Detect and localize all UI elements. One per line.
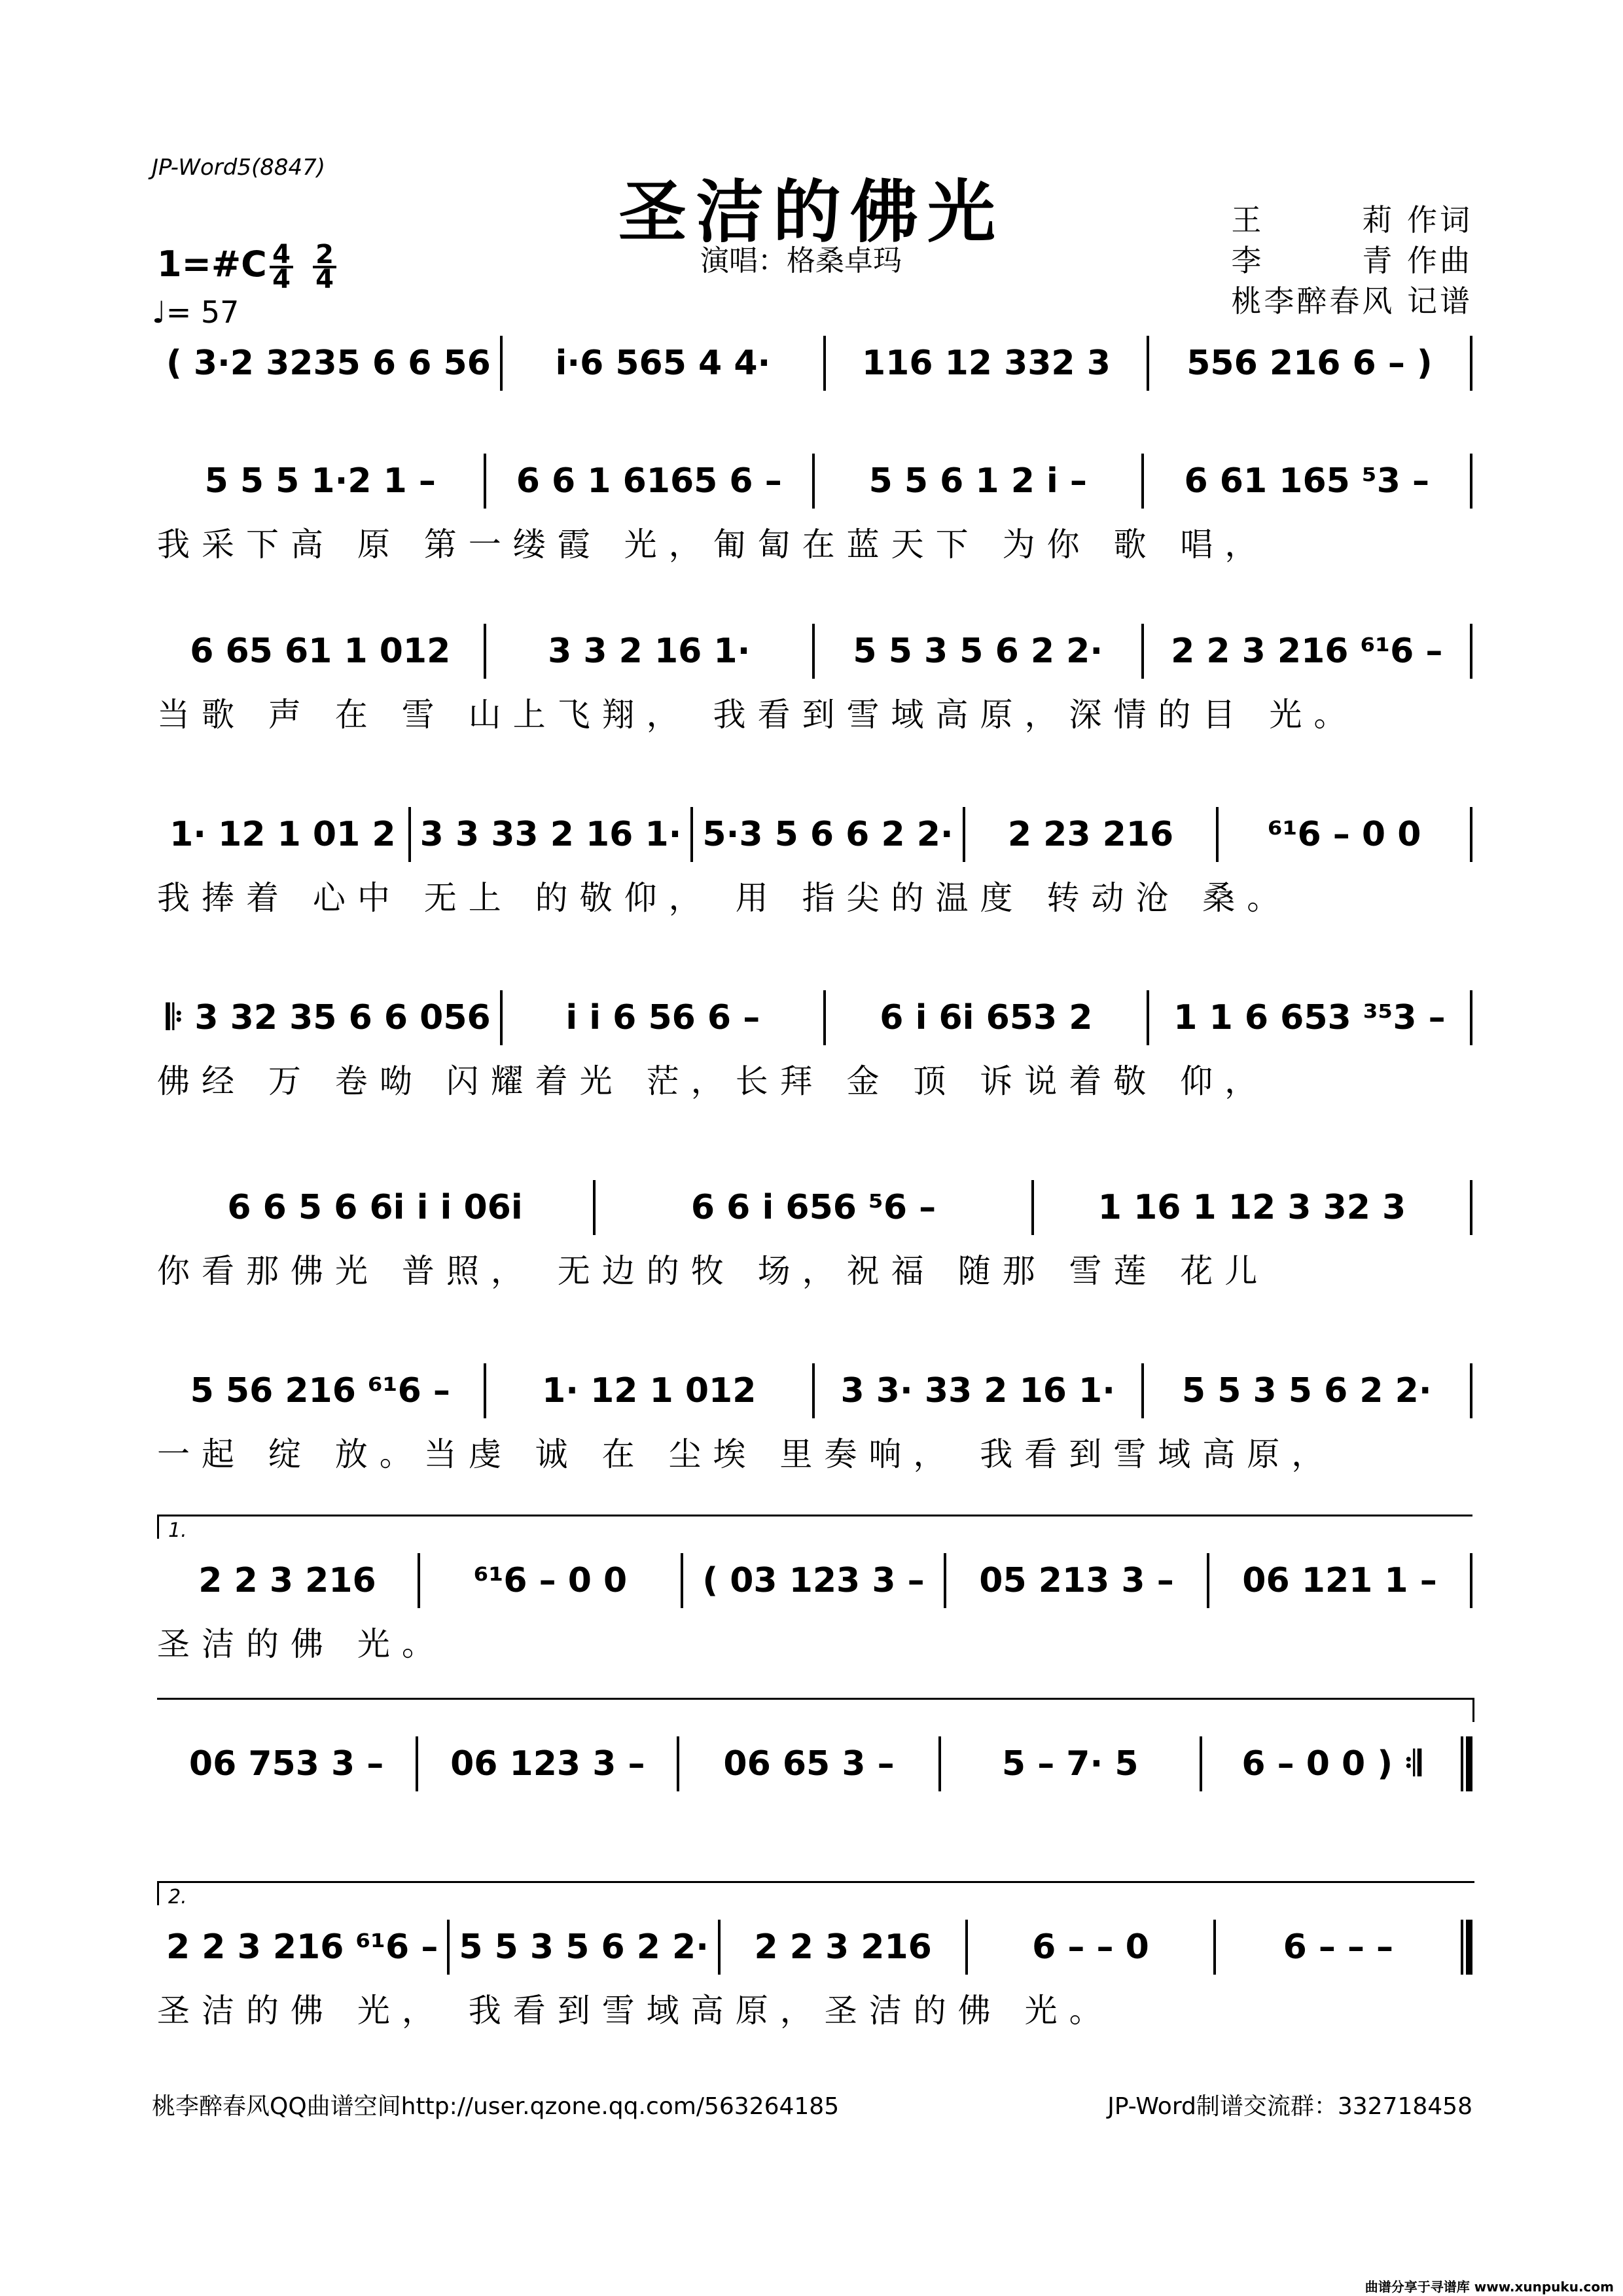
measure: 3 3 2 16 1· <box>548 632 751 671</box>
measure: 6 – – – <box>1283 1928 1394 1967</box>
notes-row <box>157 327 1472 399</box>
measure: 5 56 216 ⁶¹6 – <box>190 1371 450 1410</box>
measure: 2 2 3 216 <box>754 1928 932 1967</box>
notes-row <box>157 1355 1472 1427</box>
measure: 5 5 6 1 2 i – <box>868 461 1087 501</box>
footer-qzone: 桃李醉春风QQ曲谱空间http://user.qzone.qq.com/563264185 <box>152 2093 840 2120</box>
barline <box>1461 1736 1472 1791</box>
notes-row <box>157 1911 1472 1983</box>
notes-row <box>157 982 1472 1054</box>
measure: 2 2 3 216 ⁶¹6 – <box>1171 632 1443 671</box>
measure: 2 2 3 216 <box>198 1561 376 1600</box>
measure: 2 2 3 216 ⁶¹6 – <box>166 1928 438 1967</box>
measure: 05 213 3 – <box>979 1561 1174 1600</box>
measure: 1· 12 1 012 <box>542 1371 757 1410</box>
measure: ⁶¹6 – 0 0 <box>473 1561 628 1600</box>
barline <box>1470 1363 1472 1418</box>
measure: 06 121 1 – <box>1242 1561 1437 1600</box>
measure: i i 6 56 6 – <box>565 998 760 1037</box>
lyric-line: 圣洁的佛 光。 <box>157 1625 446 1663</box>
measure: 5 5 3 5 6 2 2· <box>853 632 1103 671</box>
transcriber-credit: 桃李醉春风 记谱 <box>1231 283 1472 319</box>
lyricist-credit: 王 莉 作词 <box>1231 202 1472 238</box>
measure: 6 61 165 ⁵3 – <box>1184 461 1429 501</box>
volta-extension <box>812 1515 1472 1539</box>
barline <box>1470 1553 1472 1608</box>
footer-group: JP-Word制谱交流群：332718458 <box>1107 2093 1472 2120</box>
watermark: 曲谱分享于寻谱库 www.xunpuku.com <box>1364 2279 1614 2295</box>
lyric-line: 你看那佛光 普照， 无边的牧 场，祝福 随那 雪莲 花儿 <box>157 1252 1270 1290</box>
measure: 6 65 61 1 012 <box>190 632 451 671</box>
notes-row <box>157 1172 1472 1244</box>
volta-bracket-end <box>157 1698 1474 1722</box>
singer: 演唱：格桑卓玛 <box>700 244 902 278</box>
measure: 6 i 6i 653 2 <box>880 998 1093 1037</box>
measure: 𝄆 3 32 35 6 6 056 <box>166 997 491 1037</box>
measure: ( 03 123 3 – <box>702 1561 925 1600</box>
notes-row <box>157 615 1472 687</box>
measure: i·6 565 4 4· <box>555 344 771 383</box>
measure: 5 – 7· 5 <box>1001 1744 1139 1784</box>
measure: 6 6 5 6 6i i i 06i <box>227 1188 523 1227</box>
time-signature-2-4 <box>313 240 336 295</box>
volta-bracket <box>157 1881 1474 1909</box>
measure: 06 123 3 – <box>450 1744 645 1784</box>
ts-top: 2 <box>313 243 336 268</box>
barline <box>1470 454 1472 509</box>
measure: 06 65 3 – <box>723 1744 895 1784</box>
measure: 5·3 5 6 6 2 2· <box>702 815 954 854</box>
measure: 1· 12 1 01 2 <box>169 815 396 854</box>
measure: 5 5 3 5 6 2 2· <box>1181 1371 1432 1410</box>
measure: 556 216 6 – ) <box>1186 344 1433 383</box>
composer-credit: 李 青 作曲 <box>1231 243 1472 278</box>
notes-row <box>157 1728 1472 1800</box>
notes-row <box>157 798 1472 870</box>
measure: 3 3· 33 2 16 1· <box>840 1371 1115 1410</box>
barline <box>1470 1180 1472 1235</box>
time-signature-4-4 <box>270 240 293 295</box>
lyric-line: 当歌 声 在 雪 山上飞翔， 我看到雪域高原，深情的目 光。 <box>157 696 1359 734</box>
measure: 6 – 0 0 ) 𝄇 <box>1241 1744 1421 1784</box>
barline <box>1470 807 1472 862</box>
volta-bracket <box>157 1515 813 1542</box>
lyric-line: 我捧着 心中 无上 的敬仰， 用 指尖的温度 转动沧 桑。 <box>157 879 1292 917</box>
lyric-line: 圣洁的佛 光， 我看到雪域高原，圣洁的佛 光。 <box>157 1992 1114 2030</box>
measure: 6 6 i 656 ⁵6 – <box>690 1188 936 1227</box>
measure: 3 3 33 2 16 1· <box>419 815 682 854</box>
measure: 116 12 332 3 <box>861 344 1111 383</box>
measure: 1 16 1 12 3 32 3 <box>1097 1188 1406 1227</box>
ts-bottom: 4 <box>272 264 291 295</box>
measure: 5 5 5 1·2 1 – <box>204 461 436 501</box>
notes-row <box>157 445 1472 517</box>
measure: ( 3·2 3235 6 6 56 <box>166 344 491 383</box>
measure: 2 23 216 <box>1007 815 1174 854</box>
lyric-line: 我采下高 原 第一缕霞 光，匍匐在蓝天下 为你 歌 唱， <box>157 526 1270 564</box>
lyric-line: 一起 绽 放。当虔 诚 在 尘埃 里奏响， 我看到雪域高原， <box>157 1435 1336 1473</box>
software-code: JP-Word5(8847) <box>152 154 326 181</box>
lyric-line: 佛经 万 卷呦 闪耀着光 茫，长拜 金 顶 诉说着敬 仰， <box>157 1062 1270 1100</box>
measure: 06 753 3 – <box>188 1744 384 1784</box>
volta-number: 1. <box>168 1519 187 1542</box>
key-signature: 1=#C <box>157 243 267 285</box>
notes-row <box>157 1545 1472 1617</box>
barline <box>1470 336 1472 391</box>
barline <box>1461 1920 1472 1975</box>
ts-top: 4 <box>270 243 293 268</box>
ts-bottom: 4 <box>315 264 334 295</box>
song-title: 圣洁的佛光 <box>618 171 1005 252</box>
barline <box>1470 624 1472 679</box>
tempo-marking: ♩= 57 <box>152 295 240 330</box>
measure: 1 1 6 653 ³⁵3 – <box>1173 998 1446 1037</box>
measure: 6 6 1 6165 6 – <box>516 461 782 501</box>
measure: ⁶¹6 – 0 0 <box>1267 815 1421 854</box>
volta-number: 2. <box>168 1886 187 1909</box>
barline <box>1470 990 1472 1045</box>
measure: 5 5 3 5 6 2 2· <box>459 1928 709 1967</box>
measure: 6 – – 0 <box>1032 1928 1149 1967</box>
